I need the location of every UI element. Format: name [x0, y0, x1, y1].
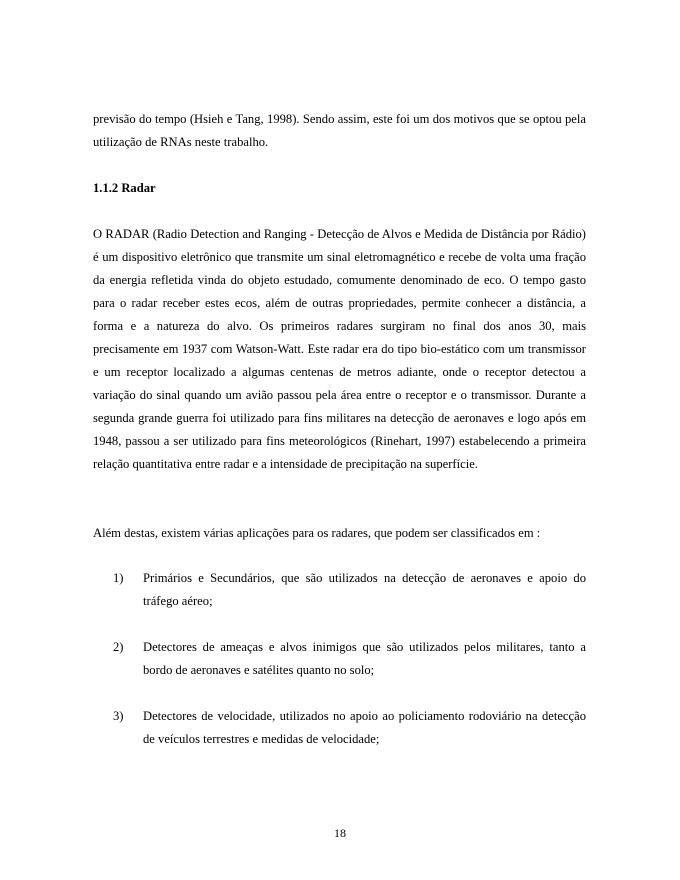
page-number: 18 [334, 826, 346, 840]
section-heading: 1.1.2 Radar [93, 181, 156, 195]
list-item-number: 1) [113, 571, 124, 585]
list-item-text: Detectores de velocidade, utilizados no apoio ao policiamento rodoviário na detecção de veículos terrestres e medidas de velocidade; [143, 709, 586, 746]
list-item-text: Primários e Secundários, que são utilizados na detecção de aeronaves e apoio do tráfego aéreo; [143, 571, 586, 608]
list-item-number: 3) [113, 709, 124, 723]
paragraph-radar-definition: O RADAR (Radio Detection and Ranging - Detecção de Alvos e Medida de Distância por Rádio) é um dispositivo eletrônico que transmite um sinal eletromagnético e recebe de volta uma fração da energia refletida vinda do objeto estudado, comumente denominado de eco. O tempo gasto para o radar receber estes ecos, além de outras propriedades, permite conhecer a distância, a forma e a natureza do alvo. Os primeiros radares surgiram no final dos anos 30, mais precisamente em 1937 com Watson-Watt. Este radar era do tipo bio-estático com um transmissor e um receptor localizado a algumas centenas de metros adiante, onde o receptor detectou a variação do sinal quando um avião passou pela área entre o receptor e o transmissor. Durante a segunda grande guerra foi utilizado para fins militares na detecção de aeronaves e logo após em 1948, passou a ser utilizado para fins meteorológicos (Rinehart, 1997) estabelecendo a primeira relação quantitativa entre radar e a intensidade de precipitação na superfície. [93, 227, 586, 471]
paragraph-intro: previsão do tempo (Hsieh e Tang, 1998). Sendo assim, este foi um dos motivos que se optou pela utilização de RNAs neste trabalho. [93, 112, 586, 149]
list-item-text: Detectores de ameaças e alvos inimigos que são utilizados pelos militares, tanto a bordo de aeronaves e satélites quanto no solo; [143, 640, 586, 677]
list-item-number: 2) [113, 640, 124, 654]
paragraph-applications: Além destas, existem várias aplicações para os radares, que podem ser classificados em : [93, 526, 541, 540]
